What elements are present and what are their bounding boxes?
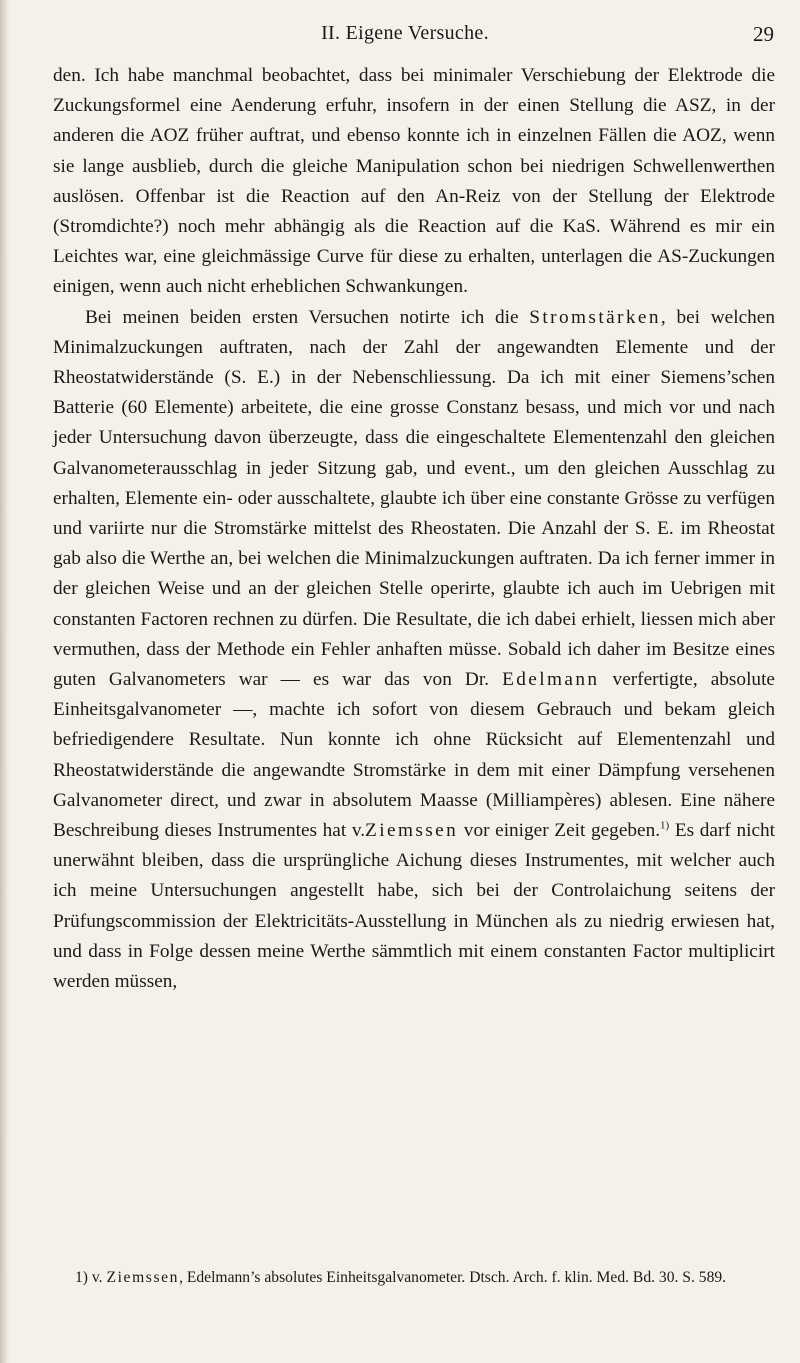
paragraph-2-text-b: , bei welchen Minimalzuckungen auftraten, nach der Zahl der angewandten Elemente und der Rheostatwiderstände (S. E.) in der Nebenschliessung. Da ich mit einer Siemens’schen Batterie (60 Elemente) arbeitete, die eine grosse Constanz besass, und mich vor und nach jeder Untersuchung davon überzeugte, dass die eingeschaltete Elementenzahl den gleichen Galvanometerausschlag in jeder Sitzung gab, und event., um den gleichen Ausschlag zu erhalten, Elemente ein- oder ausschaltete, glaubte ich über eine constante Grösse zu verfügen und variirte nur die Stromstärke mittelst des Rheostaten. Die Anzahl der S. E. im Rheostat gab also die Werthe an, bei welchen die Minimalzuckungen auftraten. Da ich ferner immer in der gleichen Weise und an der gleichen Stelle operirte, glaubte ich auch im Uebrigen mit constanten Factoren rechnen zu dürfen. Die Resultate, die ich dabei erhielt, liessen mich aber vermuthen, dass der Methode ein Fehler anhaften müsse. Sobald ich daher im Besitze eines guten Galvanometers war — es war das von Dr. (53, 306, 775, 691)
footnote-author: Ziemssen (106, 1269, 180, 1286)
footnote-marker: 1) v. (75, 1269, 103, 1286)
footnote-citation: , Edelmann’s absolutes Einheitsgalvanometer. Dtsch. Arch. f. klin. Med. Bd. 30. S. 589. (179, 1269, 727, 1286)
paragraph-2 (53, 303, 775, 998)
spaced-term-stromstaerken: Stromstärken (529, 306, 661, 328)
paragraph-2-text-e: Es darf nicht unerwähnt bleiben, dass die ursprüngliche Aichung dieses Instrumentes, mit welcher auch ich meine Untersuchungen angestellt habe, sich bei der Controlaichung seitens der Prüfungscommission der Elektricitäts-Ausstellung in München als zu niedrig erwiesen hat, und dass in Folge dessen meine Werthe sämmtlich mit einem constanten Factor multiplicirt werden müssen, (53, 820, 775, 993)
running-head (36, 22, 774, 50)
footnote-reference: 1) (660, 819, 670, 832)
spaced-name-edelmann: Edelmann (502, 669, 600, 691)
footnote (53, 1268, 775, 1288)
footnote-text (53, 1268, 775, 1288)
chapter-heading: II. Eigene Versuche. (321, 22, 489, 44)
paragraph-2-text-d: vor einiger Zeit gegeben. (463, 820, 661, 842)
body-text (53, 61, 775, 997)
paragraph-2-text-a: Bei meinen beiden ersten Versuchen notirte ich die (85, 306, 519, 328)
spaced-name-ziemssen: Ziemssen (365, 820, 459, 842)
paragraph-2-text-c: verfertigte, absolute Einheitsgalvanometer —, machte ich sofort von diesem Gebrauch und bekam gleich befriedigendere Resultate. Nun konnte ich ohne Rücksicht auf Elementenzahl und Rheostatwiderstände die angewandte Stromstärke in dem mit einer Dämpfung versehenen Galvanometer direct, und zwar in absolutem Maasse (Milliampères) ablesen. Eine nähere Beschreibung dieses Instrumentes hat v. (53, 669, 775, 842)
page-binding-edge (0, 0, 10, 1363)
page-number: 29 (753, 22, 774, 46)
paragraph-1: den. Ich habe manchmal beobachtet, dass bei minimaler Verschiebung der Elektrode die Zuckungsformel eine Aenderung erfuhr, insofern in der einen Stellung die ASZ, in der anderen die AOZ früher auftrat, und ebenso konnte ich in einzelnen Fällen die AOZ, wenn sie lange ausblieb, durch die gleiche Manipulation schon bei niedrigen Schwellenwerthen auslösen. Offenbar ist die Reaction auf den An-Reiz von der Stellung der Elektrode (Stromdichte?) noch mehr abhängig als die Reaction auf die KaS. Während es mir ein Leichtes war, eine gleichmässige Curve für diese zu erhalten, unterlagen die AS-Zuckungen einigen, wenn auch nicht erheblichen Schwankungen. (53, 65, 775, 298)
